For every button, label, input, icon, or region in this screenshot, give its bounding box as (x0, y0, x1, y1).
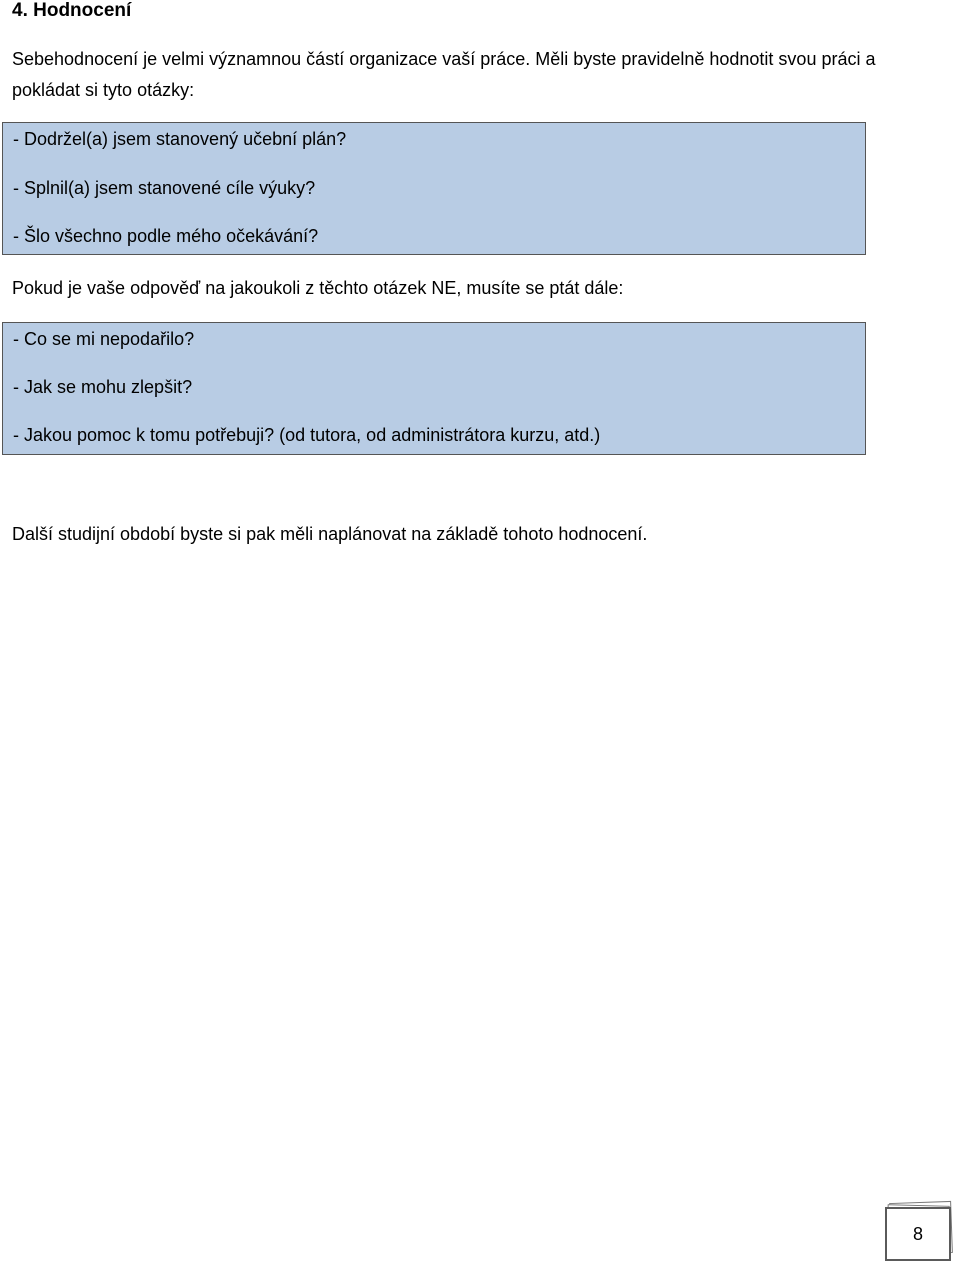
section-heading: 4. Hodnocení (12, 0, 132, 21)
intro-paragraph: Sebehodnocení je velmi významnou částí organizace vaší práce. Měli byste pravidelně hodnotit svou práci a pokládat si tyto otázky: (12, 49, 876, 100)
self-assessment-questions-box (2, 122, 866, 255)
followup-paragraph: Pokud je vaše odpověď na jakoukoli z těchto otázek NE, musíte se ptát dále: (12, 278, 624, 298)
question-line: - Splnil(a) jsem stanovené cíle výuky? (13, 178, 316, 198)
question-line: - Jak se mohu zlepšit? (13, 377, 193, 397)
closing-paragraph: Další studijní období byste si pak měli naplánovat na základě tohoto hodnocení. (12, 524, 648, 544)
question-line: - Co se mi nepodařilo? (13, 329, 195, 349)
followup-questions-box (2, 322, 866, 455)
question-line: - Dodržel(a) jsem stanovený učební plán? (13, 129, 347, 149)
question-line: - Šlo všechno podle mého očekávání? (13, 226, 319, 246)
page-number-badge (884, 1202, 952, 1258)
question-line: - Jakou pomoc k tomu potřebuji? (od tutora, od administrátora kurzu, atd.) (13, 425, 601, 445)
page-number: 8 (912, 1223, 923, 1244)
